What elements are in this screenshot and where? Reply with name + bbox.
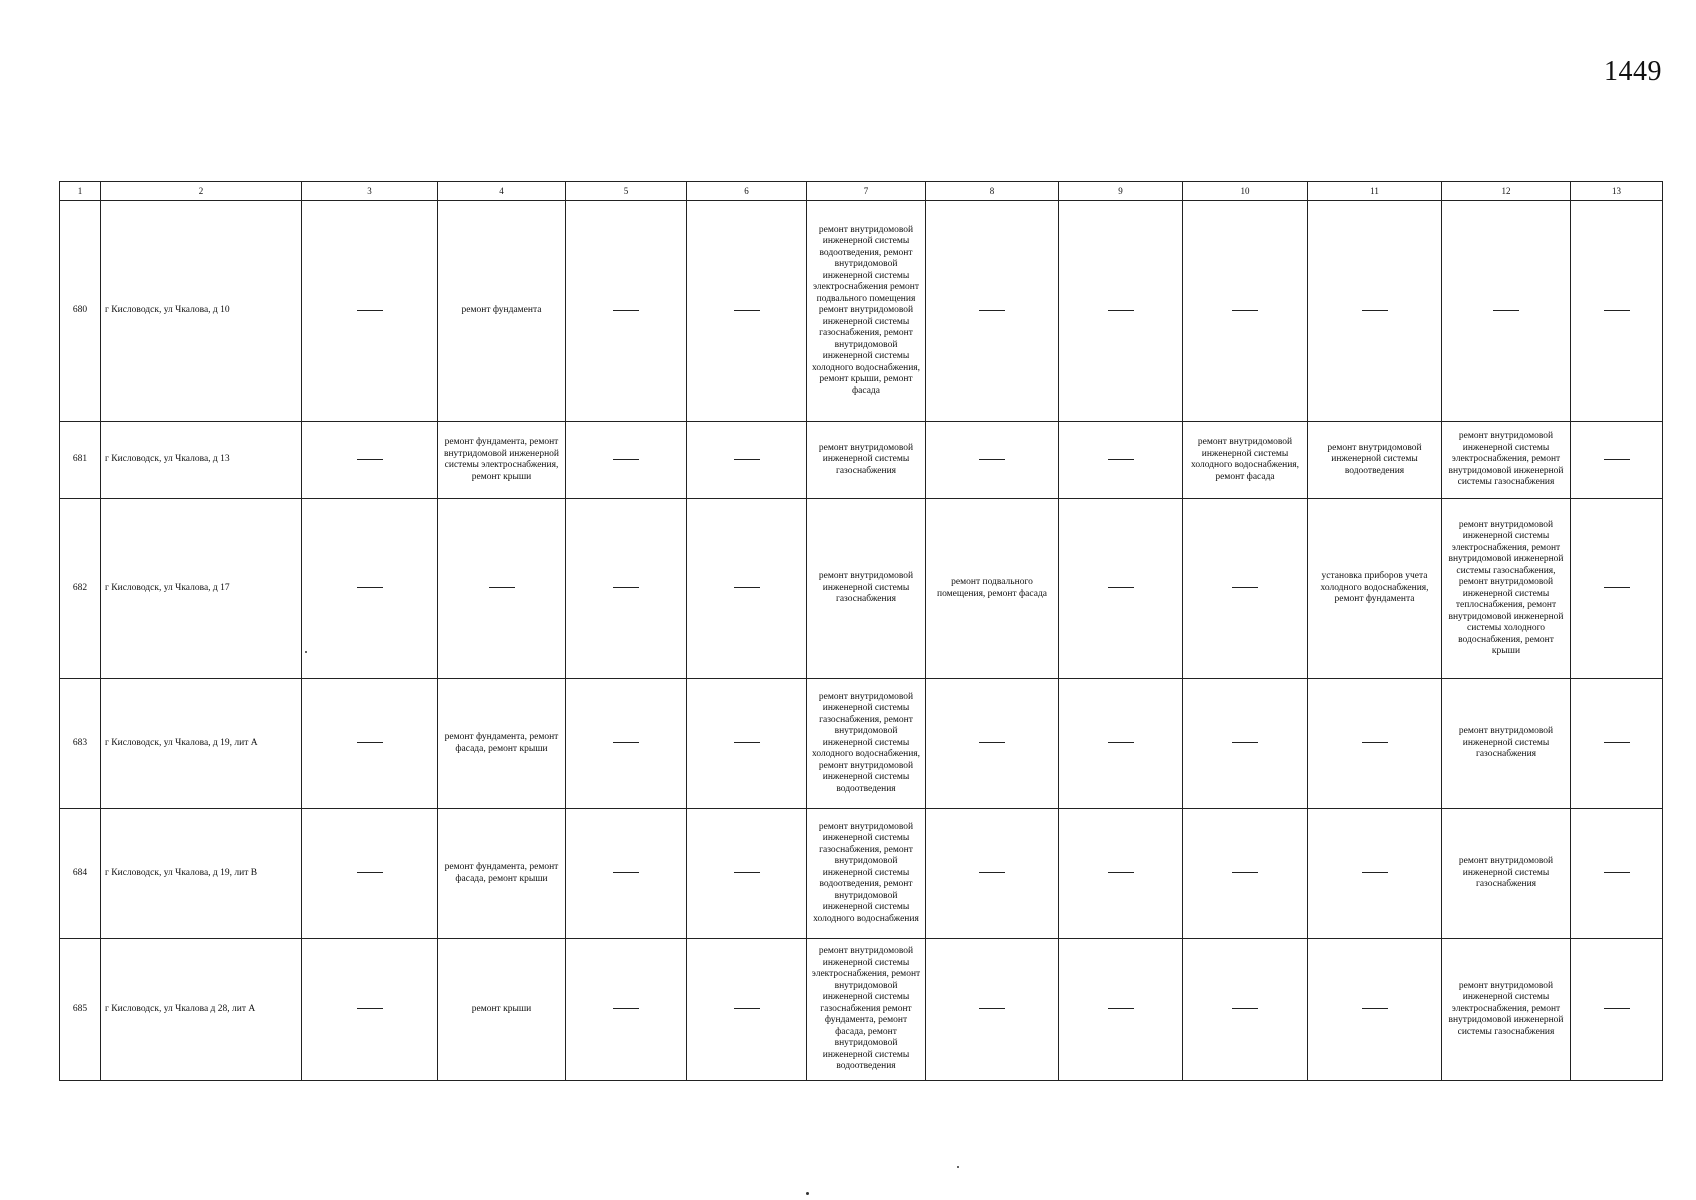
table-row (60, 422, 1663, 499)
column-header: 6 (687, 182, 807, 201)
table-cell: ремонт фундамента, ремонт внутридомовой инженерной системы электроснабжения, ремонт крыши (438, 422, 566, 499)
address-cell: г Кисловодск, ул Чкалова, д 10 (101, 201, 302, 422)
dash-mark (734, 310, 760, 311)
dash-mark (357, 1008, 383, 1009)
address-cell: г Кисловодск, ул Чкалова д 28, лит А (101, 939, 302, 1081)
column-header: 7 (807, 182, 926, 201)
row-number: 685 (60, 939, 101, 1081)
dash-mark (979, 742, 1005, 743)
dash-mark (613, 459, 639, 460)
table-cell: ремонт внутридомовой инженерной системы газоснабжения (1442, 679, 1571, 809)
empty-cell (1308, 679, 1442, 809)
dash-mark (1108, 872, 1134, 873)
dash-mark (1108, 459, 1134, 460)
empty-cell (926, 939, 1059, 1081)
column-header: 9 (1059, 182, 1183, 201)
empty-cell (1059, 939, 1183, 1081)
table-row (60, 201, 1663, 422)
empty-cell (1571, 422, 1663, 499)
dash-mark (979, 310, 1005, 311)
row-number: 684 (60, 809, 101, 939)
row-number: 683 (60, 679, 101, 809)
dash-mark (613, 872, 639, 873)
dash-mark (979, 1008, 1005, 1009)
table-cell: ремонт внутридомовой инженерной системы газоснабжения (807, 499, 926, 679)
dash-mark (357, 310, 383, 311)
column-header: 2 (101, 182, 302, 201)
column-header: 4 (438, 182, 566, 201)
dash-mark (357, 742, 383, 743)
dash-mark (357, 459, 383, 460)
address-cell: г Кисловодск, ул Чкалова, д 13 (101, 422, 302, 499)
repair-schedule-table (59, 181, 1663, 1081)
table-cell: ремонт фундамента, ремонт фасада, ремонт крыши (438, 809, 566, 939)
row-number: 682 (60, 499, 101, 679)
empty-cell (566, 201, 687, 422)
empty-cell (1059, 499, 1183, 679)
dash-mark (1362, 742, 1388, 743)
table-cell: ремонт внутридомовой инженерной системы газоснабжения (807, 422, 926, 499)
table-cell: ремонт внутридомовой инженерной системы газоснабжения (1442, 809, 1571, 939)
table-cell: ремонт внутридомовой инженерной системы водоотведения, ремонт внутридомовой инженерной системы электроснабжения ремонт подвального помещения ремонт внутридомовой инженерной системы газоснабжения, ремонт внутридомовой инженерной системы холодного водоснабжения, ремонт крыши, ремонт фасада (807, 201, 926, 422)
page-number: 1449 (1604, 56, 1662, 87)
empty-cell (1183, 499, 1308, 679)
table-cell: ремонт крыши (438, 939, 566, 1081)
empty-cell (302, 809, 438, 939)
dash-mark (1232, 310, 1258, 311)
address-cell: г Кисловодск, ул Чкалова, д 19, лит А (101, 679, 302, 809)
column-header: 1 (60, 182, 101, 201)
empty-cell (687, 201, 807, 422)
empty-cell (302, 499, 438, 679)
empty-cell (566, 809, 687, 939)
empty-cell (1183, 679, 1308, 809)
table-body (60, 201, 1663, 1081)
dash-mark (1108, 310, 1134, 311)
empty-cell (926, 809, 1059, 939)
dash-mark (1108, 1008, 1134, 1009)
scan-speck (806, 1192, 809, 1195)
dash-mark (1362, 1008, 1388, 1009)
empty-cell (1442, 201, 1571, 422)
table-cell: ремонт внутридомовой инженерной системы электроснабжения, ремонт внутридомовой инженерной системы газоснабжения (1442, 939, 1571, 1081)
column-header: 11 (1308, 182, 1442, 201)
empty-cell (687, 499, 807, 679)
empty-cell (302, 939, 438, 1081)
empty-cell (926, 201, 1059, 422)
empty-cell (302, 679, 438, 809)
dash-mark (1604, 459, 1630, 460)
empty-cell (1059, 201, 1183, 422)
table-row (60, 939, 1663, 1081)
table-cell: ремонт внутридомовой инженерной системы холодного водоснабжения, ремонт фасада (1183, 422, 1308, 499)
empty-cell (1059, 679, 1183, 809)
column-header: 12 (1442, 182, 1571, 201)
dash-mark (1362, 872, 1388, 873)
dash-mark (1108, 587, 1134, 588)
column-header: 10 (1183, 182, 1308, 201)
empty-cell (687, 422, 807, 499)
column-header: 3 (302, 182, 438, 201)
table-cell: ремонт внутридомовой инженерной системы электроснабжения, ремонт внутридомовой инженерной системы газоснабжения (1442, 422, 1571, 499)
dash-mark (1108, 742, 1134, 743)
empty-cell (1308, 809, 1442, 939)
empty-cell (1308, 201, 1442, 422)
empty-cell (1183, 809, 1308, 939)
dash-mark (979, 872, 1005, 873)
scan-speck (957, 1166, 959, 1168)
table-cell: ремонт внутридомовой инженерной системы водоотведения (1308, 422, 1442, 499)
dash-mark (489, 587, 515, 588)
empty-cell (1571, 939, 1663, 1081)
empty-cell (438, 499, 566, 679)
empty-cell (1571, 201, 1663, 422)
table-cell: установка приборов учета холодного водоснабжения, ремонт фундамента (1308, 499, 1442, 679)
table-row (60, 809, 1663, 939)
dash-mark (1232, 1008, 1258, 1009)
dash-mark (357, 587, 383, 588)
dash-mark (1362, 310, 1388, 311)
dash-mark (1604, 742, 1630, 743)
empty-cell (1571, 809, 1663, 939)
empty-cell (687, 679, 807, 809)
dash-mark (734, 872, 760, 873)
table-cell: ремонт фундамента (438, 201, 566, 422)
table-cell: ремонт внутридомовой инженерной системы электроснабжения, ремонт внутридомовой инженерной системы газоснабжения, ремонт внутридомовой инженерной системы теплоснабжения, ремонт внутридомовой инженерной системы холодного водоснабжения, ремонт крыши (1442, 499, 1571, 679)
dash-mark (1232, 742, 1258, 743)
column-number-row (60, 182, 1663, 201)
empty-cell (1059, 809, 1183, 939)
empty-cell (1183, 201, 1308, 422)
empty-cell (1308, 939, 1442, 1081)
dash-mark (613, 1008, 639, 1009)
empty-cell (1059, 422, 1183, 499)
table-cell: ремонт подвального помещения, ремонт фасада (926, 499, 1059, 679)
table-cell: ремонт внутридомовой инженерной системы газоснабжения, ремонт внутридомовой инженерной системы холодного водоснабжения, ремонт внутридомовой инженерной системы водоотведения (807, 679, 926, 809)
dash-mark (1604, 587, 1630, 588)
column-header: 8 (926, 182, 1059, 201)
table-row (60, 679, 1663, 809)
empty-cell (566, 679, 687, 809)
dash-mark (734, 587, 760, 588)
empty-cell (302, 422, 438, 499)
empty-cell (926, 422, 1059, 499)
empty-cell (1183, 939, 1308, 1081)
row-number: 680 (60, 201, 101, 422)
dash-mark (613, 310, 639, 311)
column-header: 13 (1571, 182, 1663, 201)
column-header: 5 (566, 182, 687, 201)
address-cell: г Кисловодск, ул Чкалова, д 17 (101, 499, 302, 679)
dash-mark (1493, 310, 1519, 311)
empty-cell (566, 422, 687, 499)
empty-cell (687, 939, 807, 1081)
empty-cell (1571, 679, 1663, 809)
dash-mark (613, 742, 639, 743)
dash-mark (1604, 1008, 1630, 1009)
dash-mark (357, 872, 383, 873)
dash-mark (734, 459, 760, 460)
dash-mark (1604, 872, 1630, 873)
dash-mark (734, 1008, 760, 1009)
row-number: 681 (60, 422, 101, 499)
dash-mark (1604, 310, 1630, 311)
dash-mark (734, 742, 760, 743)
empty-cell (302, 201, 438, 422)
empty-cell (566, 939, 687, 1081)
dash-mark (1232, 872, 1258, 873)
empty-cell (1571, 499, 1663, 679)
dash-mark (979, 459, 1005, 460)
table-cell: ремонт фундамента, ремонт фасада, ремонт крыши (438, 679, 566, 809)
dash-mark (1232, 587, 1258, 588)
empty-cell (926, 679, 1059, 809)
table-cell: ремонт внутридомовой инженерной системы электроснабжения, ремонт внутридомовой инженерной системы газоснабжения ремонт фундамента, ремонт фасада, ремонт внутридомовой инженерной системы водоотведения (807, 939, 926, 1081)
dash-mark (613, 587, 639, 588)
table-row (60, 499, 1663, 679)
scan-speck (305, 651, 307, 653)
table-cell: ремонт внутридомовой инженерной системы газоснабжения, ремонт внутридомовой инженерной системы водоотведения, ремонт внутридомовой инженерной системы холодного водоснабжения (807, 809, 926, 939)
empty-cell (566, 499, 687, 679)
address-cell: г Кисловодск, ул Чкалова, д 19, лит В (101, 809, 302, 939)
empty-cell (687, 809, 807, 939)
